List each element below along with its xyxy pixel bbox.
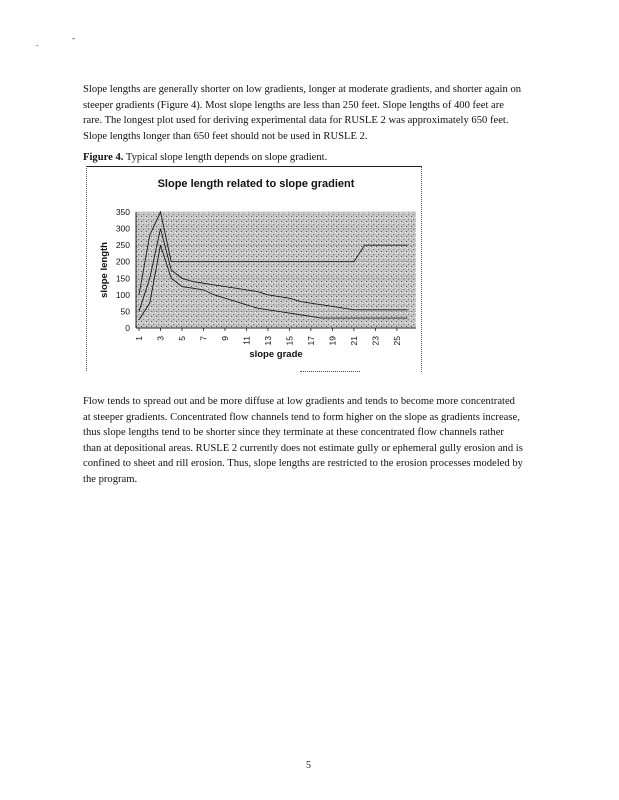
figure-caption-text: Typical slope length depends on slope gradient. xyxy=(125,152,328,163)
flow-paragraph: Flow tends to spread out and be more diffuse at low gradients and tends to become more concentrated at steeper gradients. Concentrated flow channels tend to form higher on the slope as gradients increase, thus slope lengths tend to be shorter since they terminate at these concentrated flow channels rather than at depositional areas. RUSLE 2 currently does not estimate gully or ephemeral gully erosion and is confined to sheet and rill erosion. Thus, slope lengths are restricted to the erosion processes modeled by the program. xyxy=(83,396,523,485)
y-tick-label: 350 xyxy=(115,207,130,217)
x-tick-label: 3 xyxy=(155,336,166,341)
x-tick-label: 17 xyxy=(305,336,316,346)
x-tick-label: 19 xyxy=(327,336,338,346)
figure-frame-bottom xyxy=(300,371,360,372)
y-tick-label: 150 xyxy=(115,273,130,284)
x-tick-label: 13 xyxy=(262,336,273,346)
x-tick-label: 15 xyxy=(284,336,295,346)
x-tick-label: 21 xyxy=(348,336,359,346)
x-tick-label: 1 xyxy=(134,336,144,341)
y-axis-label: slope length xyxy=(99,242,110,298)
x-tick-label: 11 xyxy=(241,336,252,345)
header-mark: . xyxy=(36,38,39,48)
chart-title: Slope length related to slope gradient xyxy=(157,178,355,190)
figure-label: Figure 4. xyxy=(83,152,124,163)
x-tick-label: 9 xyxy=(219,336,230,341)
y-tick-label: 200 xyxy=(115,256,130,267)
x-tick-label: 23 xyxy=(370,336,381,346)
intro-paragraph: Slope lengths are generally shorter on low gradients, longer at moderate gradients, and shorter again on steeper gradients (Figure 4). Most slope lengths are less than 250 feet. Slope lengths of 400 feet are rare. The longest plot used for deriving experimental data for RUSLE 2 was approximately 650 feet. Slope lengths longer than 650 feet should not be used in RUSLE 2. xyxy=(83,84,522,142)
y-tick-label: 100 xyxy=(115,289,130,300)
x-tick-label: 7 xyxy=(198,336,209,341)
figure-caption xyxy=(83,152,327,163)
y-tick-label: 300 xyxy=(115,223,130,234)
x-tick-label: 25 xyxy=(391,336,402,346)
header-mark: - xyxy=(72,33,75,43)
y-tick-label: 0 xyxy=(125,323,130,333)
x-tick-label: 5 xyxy=(176,336,187,341)
slope-length-chart xyxy=(86,166,421,371)
y-tick-label: 50 xyxy=(120,306,130,317)
page-number: 5 xyxy=(306,760,311,771)
y-tick-label: 250 xyxy=(115,240,130,251)
x-axis-label: slope grade xyxy=(249,349,303,360)
